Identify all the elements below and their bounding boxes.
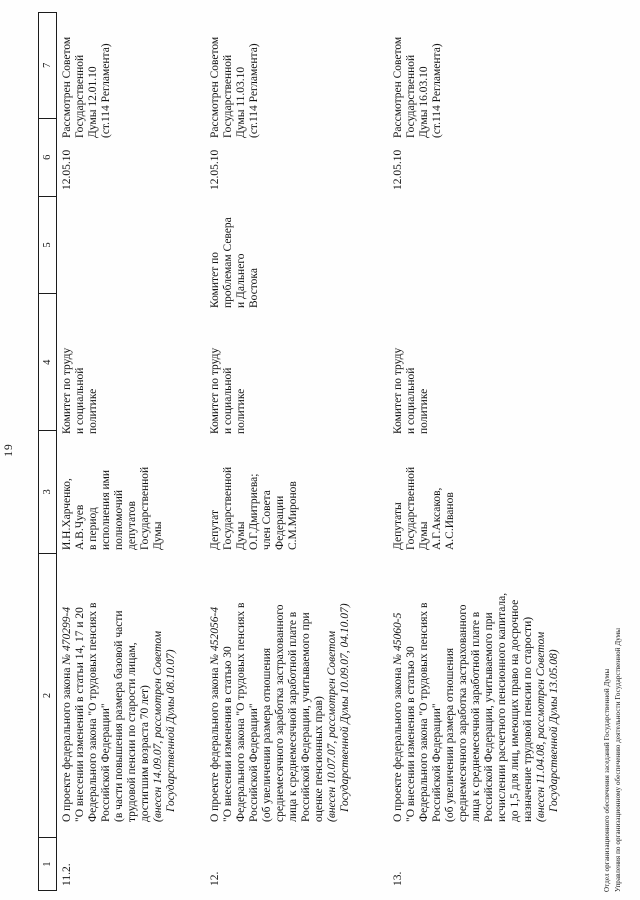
initiators-cell: Депутаты Государственной Думы А.Г.Аксаков, А.С.Иванов [392,466,456,550]
responsible-committee-cell: Комитет по труду и социальной политике [61,347,99,434]
initiators-cell: Депутат Государственной Думы О.Г.Дмитриева; член Совета Федерации С.М.Миронов [209,466,299,550]
bill-number: № 452056-4 [209,606,221,665]
bill-title-lines: "О внесении изменения в статью 30 Федерального закона "О трудовых пенсиях в Российской Федерации" (об увеличении размера отношения среднемесячного заработка застрахованного лица к среднемесячной заработной плате в Российской Федерации, учитываемого при исчислении расчетного пенсионного капитала, до 1,5 для лиц, имеющих право на досрочное назначение трудовой пенсии по старости) [405,592,534,822]
responsible-committee-cell: Комитет по труду и социальной политике [209,347,247,434]
session-date-cell: 12.05.10 [61,149,73,190]
column-header-2: 2 [39,553,56,837]
row-number: 11.2. [61,863,73,886]
page-number: 19 [3,443,15,457]
row-number: 12. [209,871,221,886]
co-committee-cell [57,190,205,308]
column-header-4: 4 [39,293,56,430]
bill-number: № 45060-5 [392,612,404,665]
bill-submission-note: (внесен 11.04.08, рассмотрен Советом Государственной Думы 13.05.08) [535,631,560,822]
bill-number: № 470299-4 [61,606,73,665]
column-header-7: 7 [42,62,53,69]
bill-title-first-line: О проекте федерального закона № 470299-4 [61,606,73,822]
footer-line-2: Управления по организационному обеспечению деятельности Государственной Думы [613,627,622,892]
co-committee-cell [388,190,561,308]
responsible-committee-cell: Комитет по труду и социальной политике [392,347,430,434]
department-footer [602,628,623,892]
council-decision-cell: Рассмотрен Советом Государственной Думы 12.01.10 (ст.114 Регламента) [61,36,112,138]
bill-title-cell [388,552,561,830]
initiators-cell: И.Н.Харченко, А.В.Чуев в период исполнения ими полномочий депутатов Государственной Думы [61,466,164,550]
bill-title-cell [57,552,205,830]
column-header-5: 5 [39,196,56,294]
council-decision-cell: Рассмотрен Советом Государственной Думы 16.03.10 (ст.114 Регламента) [392,36,443,138]
session-date-cell: 12.05.10 [392,149,404,190]
column-header-1: 1 [39,837,56,890]
bill-submission-note: (внесен 14.09.07, рассмотрен Советом Государственной Думы 08.10.07) [152,630,177,822]
bills-table-body [57,12,561,891]
council-decision-cell: Рассмотрен Советом Государственной Думы 11.03.10 (ст.114 Регламента) [209,36,260,138]
column-header-3: 3 [39,430,56,553]
column-header-6: 6 [39,118,56,196]
bill-title-first-line: О проекте федерального закона № 45060-5 [392,612,404,822]
bill-submission-note: (внесен 10.07.07, рассмотрен Советом Государственной Думы 10.09.07, 04.10.07) [326,603,351,822]
bill-title-cell [205,552,388,830]
column-number-header-strip [38,12,57,891]
row-number: 13. [392,871,404,886]
bill-title-first-line: О проекте федерального закона № 452056-4 [209,606,221,822]
session-date-cell: 12.05.10 [209,149,221,190]
bill-title-lines: "О внесении изменения в статью 30 Федерального закона "О трудовых пенсиях в Российской Федерации" (об увеличении размера отношения среднемесячного заработка застрахованного лица к среднемесячной заработной плате в Российской Федерации, учитываемого при оценке пенсионных прав) [222,602,325,822]
bill-title-lines: "О внесении изменений в статьи 14, 17 и 20 Федерального закона "О трудовых пенсиях в Российской Федерации" (в части повышения размера базовой части трудовой пенсии по старости лицам, достигшим возраста 70 лет) [74,602,151,822]
co-committee-cell: Комитет по проблемам Севера и Дальнего Востока [209,217,260,308]
footer-line-1: Отдел организационного обеспечения заседаний Государственной Думы [603,668,611,892]
